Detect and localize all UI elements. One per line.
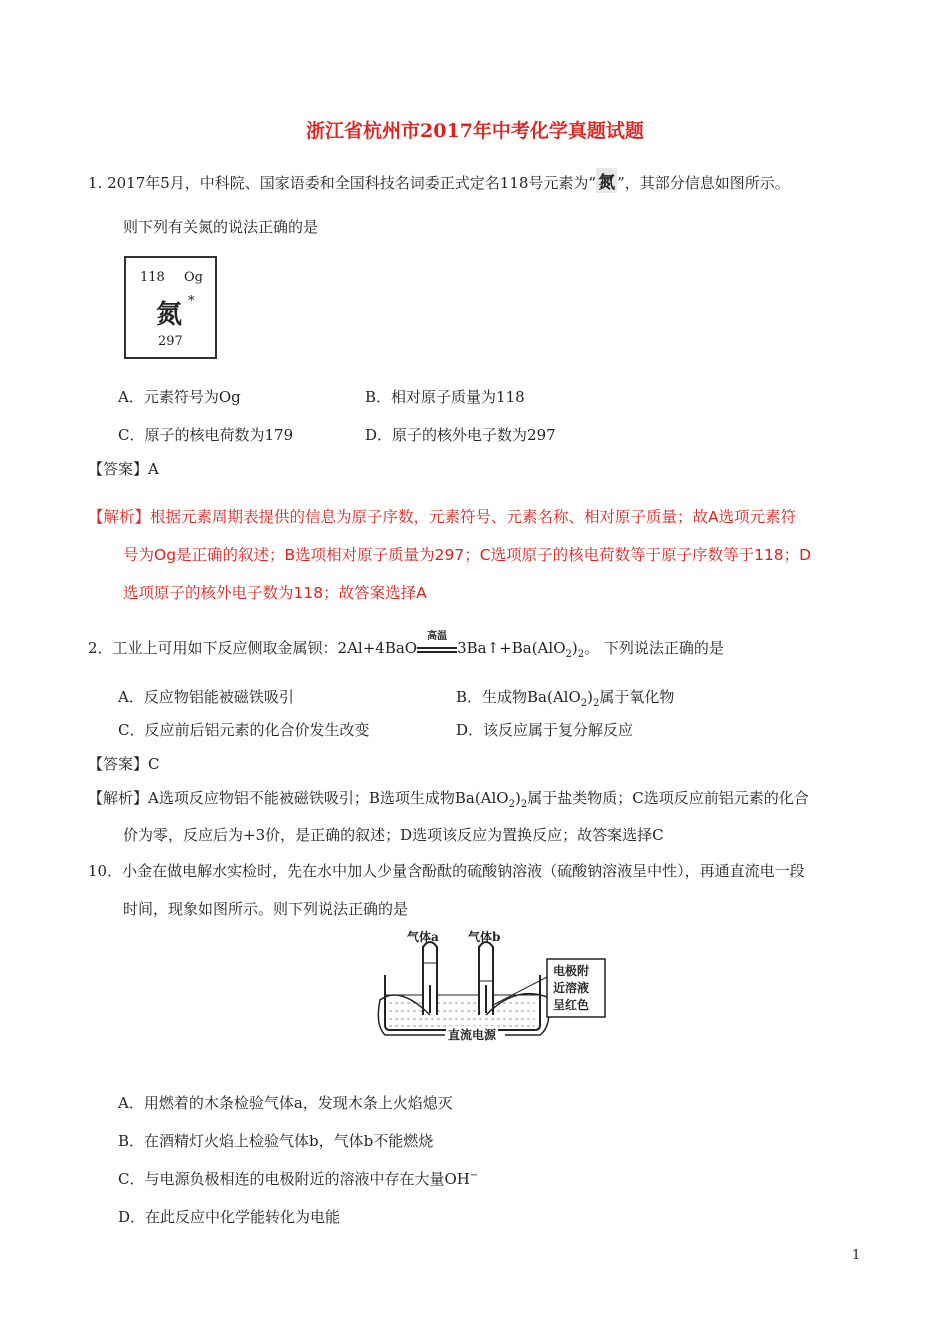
- page-number: 1: [852, 1248, 861, 1263]
- note-line2: 近溶液: [553, 981, 590, 995]
- q2-subscript: 2: [577, 649, 585, 660]
- q2-subscript: 2: [580, 698, 588, 709]
- q2-analysis-pre: 【解析】A选项反应物铝不能被磁铁吸引；B选项生成物Ba(AlO: [88, 789, 509, 807]
- element-star: *: [188, 294, 195, 309]
- q1-stem-line1: [88, 168, 790, 193]
- q10-option-c-sup: −: [469, 1170, 479, 1181]
- q1-option-c: C．原子的核电荷数为179: [118, 426, 294, 444]
- element-name: 氮: [156, 300, 183, 330]
- note-line3: 呈红色: [553, 998, 590, 1012]
- q10-option-b: B．在酒精灯火焰上检验气体b，气体b不能燃烧: [118, 1132, 434, 1150]
- element-symbol: Og: [184, 270, 203, 285]
- q10-stem-line2: 时间，现象如图所示。则下列说法正确的是: [123, 900, 409, 918]
- q1-option-b: B．相对原子质量为118: [365, 388, 525, 406]
- q10-option-d: D．在此反应中化学能转化为电能: [118, 1208, 341, 1226]
- q2-stem: 2．工业上可用如下反应侧取金属钡：2Al+4BaO 高温 $3Ba↑+Ba(AlO_2)_2$。 下列说法正确的是: [88, 637, 724, 660]
- q2-subscript: 2: [565, 649, 572, 660]
- q1-stem-pre: 1. 2017年5月，中科院、国家语委和全国科技名词委正式定名118号元素为“: [88, 174, 597, 192]
- q10-stem-line1: 10．小金在做电解水实检时，先在水中加人少量含酚酞的硫酸钠溶液（硫酸钠溶液呈中性），再通直流电一段: [88, 862, 805, 880]
- gas-b-label: 气体b: [468, 930, 501, 944]
- q2-subscript: 2: [593, 698, 600, 709]
- q2-analysis-line2: 价为零，反应后为+3价，是正确的叙述；D选项该反应为置换反应；故答案选择C: [123, 826, 664, 844]
- q2-stem-tail: 下列说法正确的是: [603, 639, 724, 657]
- q10-option-c: [118, 1168, 478, 1189]
- q2-stem-post: 3Ba↑+Ba(AlO: [457, 639, 566, 657]
- beaker: [385, 975, 540, 1030]
- element-card: [124, 256, 217, 359]
- q10-option-c-text: C．与电源负极相连的电极附近的溶液中存在大量OH: [118, 1170, 470, 1188]
- atomic-number: 118: [140, 270, 165, 285]
- element-glyph: 氮: [596, 168, 617, 193]
- equals-sign: [417, 647, 457, 653]
- q1-stem-line2: 则下列有关氮的说法正确的是: [123, 218, 319, 236]
- q2-option-b: B．生成物$Ba(AlO_2)_2$属于氧化物: [456, 688, 675, 709]
- q2-stem-pre: 2．工业上可用如下反应侧取金属钡：2Al+4BaO: [88, 639, 418, 657]
- q2-answer: 【答案】C: [88, 755, 160, 773]
- reaction-condition: 高温: [427, 631, 448, 642]
- solution: [389, 1003, 535, 1026]
- q2-option-c: C．反应前后铝元素的化合价发生改变: [118, 721, 370, 739]
- label-pointer: [493, 977, 547, 1005]
- q1-analysis-line3: 选项原子的核外电子数为118；故答案选择A: [123, 584, 427, 602]
- q10-option-a: A．用燃着的木条检验气体a，发现木条上火焰熄灭: [118, 1094, 453, 1112]
- q2-analysis-line1: 【解析】A选项反应物铝不能被磁铁吸引；B选项生成物$Ba(AlO_2)_2$属于盐类物质；C选项反应前铝元素的化合: [88, 789, 809, 810]
- q2-option-b-post: 属于氧化物: [599, 688, 675, 706]
- power-source-label: 直流电源: [448, 1028, 497, 1042]
- q2-option-d: D．该反应属于复分解反应: [456, 721, 634, 739]
- q1-answer: 【答案】A: [88, 460, 159, 478]
- q1-analysis-line2: 号为Og是正确的叙述；B选项相对原子质量为297；C选项原子的核电荷数等于原子序数等于118；D: [123, 546, 812, 564]
- atomic-mass: 297: [158, 334, 183, 349]
- note-line1: 电极附: [553, 964, 590, 978]
- q2-subscript: 2: [520, 799, 528, 810]
- q2-option-a: A．反应物铝能被磁铁吸引: [118, 688, 294, 706]
- q1-analysis-line1: 【解析】根据元素周期表提供的信息为原子序数，元素符号、元素名称、相对原子质量；故A选项元素符: [88, 508, 797, 526]
- q1-option-a: A．元素符号为Og: [118, 388, 241, 406]
- q1-option-d: D．原子的核外电子数为297: [365, 426, 556, 444]
- reaction-arrow: [417, 631, 457, 653]
- q1-stem-post: ”，其部分信息如图所示。: [617, 174, 790, 192]
- gas-a-label: 气体a: [407, 930, 439, 944]
- q2-option-b-pre: B．生成物Ba(AlO: [456, 688, 581, 706]
- q2-subscript: 2: [508, 799, 515, 810]
- page-title: 浙江省杭州市2017年中考化学真题试题: [306, 120, 644, 142]
- q2-analysis-post: 属于盐类物质；C选项反应前铝元素的化合: [527, 789, 809, 807]
